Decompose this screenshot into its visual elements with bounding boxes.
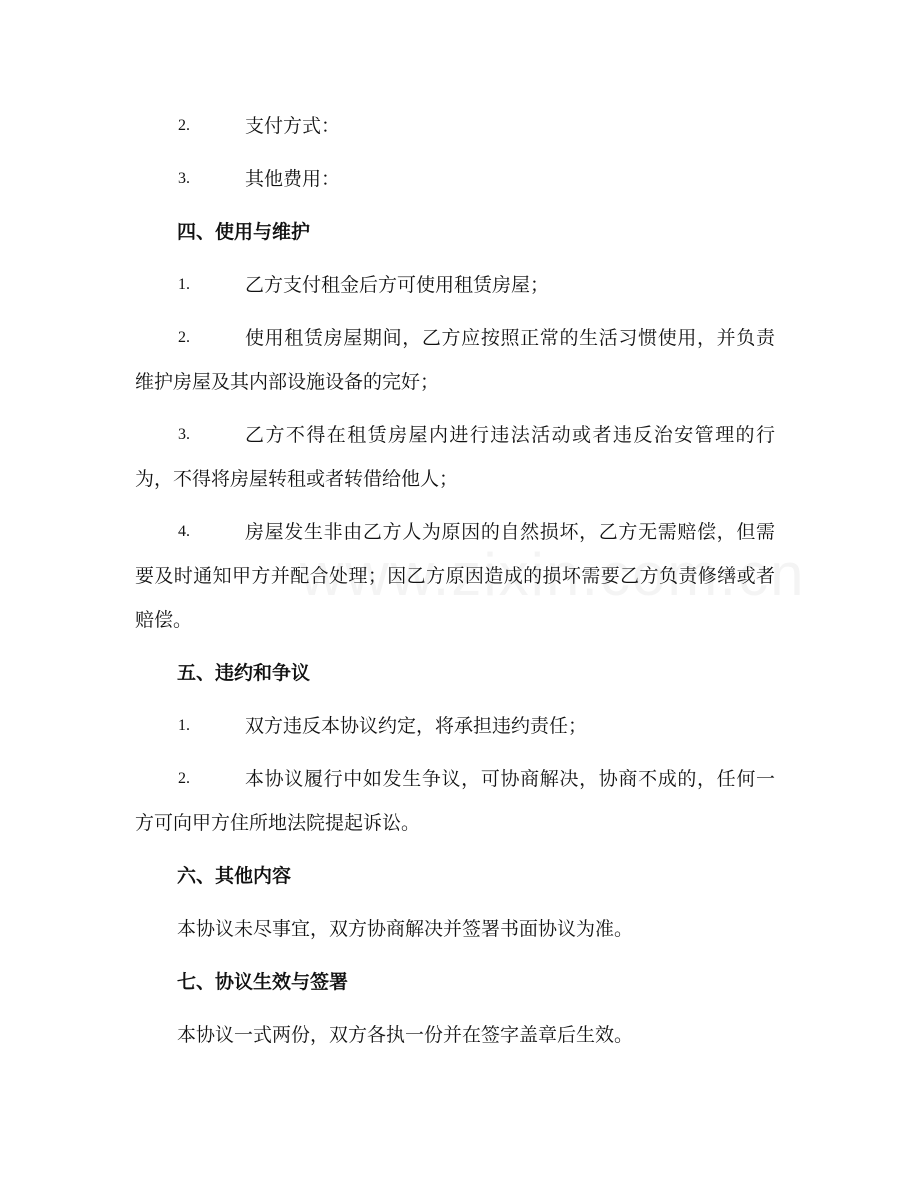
- paragraph-payment-method: [135, 104, 775, 148]
- section-heading-breach-dispute: 五、违约和争议: [177, 662, 311, 684]
- item-number: 3.: [178, 426, 190, 443]
- document-body: [135, 104, 775, 1066]
- paragraph-text: 房屋发生非由乙方人为原因的自然损坏，乙方无需赔偿，但需要及时通知甲方并配合处理；因乙方原因造成的损坏需要乙方负责修缮或者赔偿。: [135, 521, 775, 631]
- paragraph-text: 乙方支付租金后方可使用租赁房屋；: [245, 274, 550, 296]
- paragraph-4-2: [135, 316, 775, 404]
- paragraph-text: 双方违反本协议约定，将承担违约责任；: [245, 715, 588, 737]
- paragraph-5-2: [135, 757, 775, 845]
- section-heading-use-maintenance: 四、使用与维护: [177, 221, 311, 243]
- paragraph-effect-signing: 本协议一式两份，双方各执一份并在签字盖章后生效。: [177, 1024, 634, 1046]
- item-number: 3.: [178, 170, 190, 187]
- paragraph-text: 使用租赁房屋期间，乙方应按照正常的生活习惯使用，并负责维护房屋及其内部设施设备的完好；: [135, 327, 775, 393]
- paragraph-other-content: 本协议未尽事宜，双方协商解决并签署书面协议为准。: [177, 918, 634, 940]
- item-number: 4.: [178, 523, 190, 540]
- item-number: 1.: [178, 717, 190, 734]
- paragraph-4-3: [135, 413, 775, 501]
- item-number: 2.: [178, 117, 190, 134]
- paragraph-text: 支付方式：: [245, 115, 341, 137]
- item-number: 2.: [178, 770, 190, 787]
- paragraph-4-1: [135, 263, 775, 307]
- item-number: 1.: [178, 276, 190, 293]
- item-number: 2.: [178, 329, 190, 346]
- paragraph-4-4: [135, 510, 775, 642]
- paragraph-text: 乙方不得在租赁房屋内进行违法活动或者违反治安管理的行为，不得将房屋转租或者转借给他人；: [135, 424, 775, 490]
- section-heading-effect-signing: 七、协议生效与签署: [177, 971, 349, 993]
- paragraph-5-1: [135, 704, 775, 748]
- paragraph-text: 其他费用：: [245, 168, 341, 190]
- paragraph-other-fees: [135, 157, 775, 201]
- section-heading-other-content: 六、其他内容: [177, 865, 292, 887]
- paragraph-text: 本协议履行中如发生争议，可协商解决，协商不成的，任何一方可向甲方住所地法院提起诉讼。: [135, 768, 775, 834]
